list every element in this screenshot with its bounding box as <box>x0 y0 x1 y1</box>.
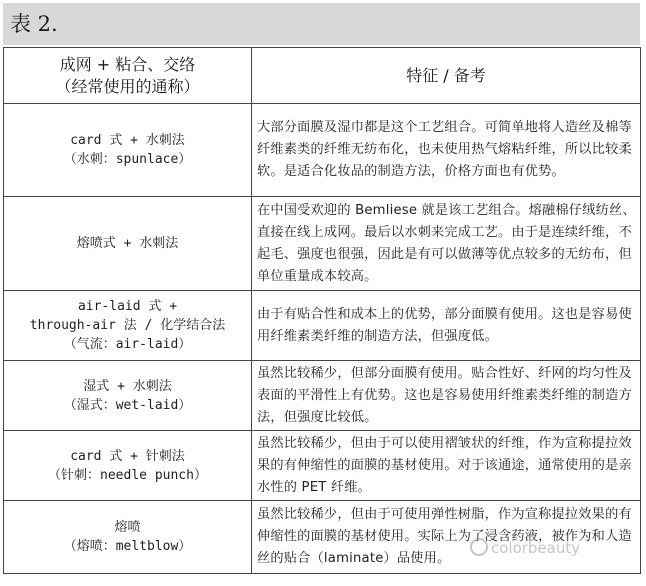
header-method-line2: （经常使用的通称） <box>55 76 200 96</box>
table-row <box>4 501 641 574</box>
table-row <box>4 291 641 361</box>
header-method-line1: 成网 + 粘合、交络 <box>59 54 196 74</box>
method-line: （针刺：needle punch） <box>48 467 207 483</box>
note-cell: 虽然比较稀少，但部分面膜有使用。贴合性好、纤网的均匀性及表面的平滑性上有优势。这也是容易使用纤维素类纤维的制造方法，但强度比较低。 <box>252 361 641 431</box>
note-cell: 虽然比较稀少，但由于可以使用褶皱状的纤维，作为宣称提拉效果的有伸缩性的面膜的基材使用。对于该通途，通常使用的是亲水性的 PET 纤维。 <box>252 431 641 501</box>
note-cell: 大部分面膜及湿巾都是这个工艺组合。可简单地将人造丝及棉等纤维素类的纤维无纺布化，也未使用热气熔粘纤维，所以比较柔软。是适合化妆品的制造方法，价格方面也有优势。 <box>252 104 641 197</box>
method-line: （熔喷：meltblow） <box>63 539 192 554</box>
table-caption: 表 2. <box>3 3 640 45</box>
note-cell: 在中国受欢迎的 Bemliese 就是该工艺组合。熔融棉仔绒纺丝、直接在线上成网。最后以水刺来完成工艺。由于是连续纤维，不起毛、强度也很强，因此是有可以做薄等优点较多的无纺布，但单位重量成本较高。 <box>252 197 641 291</box>
table-row <box>4 431 641 501</box>
method-line: 熔喷 <box>114 520 141 535</box>
table-row <box>4 104 641 197</box>
method-cell <box>4 197 252 291</box>
method-line: 湿式 + 水刺法 <box>83 378 172 394</box>
method-cell <box>4 291 252 361</box>
note-cell: 由于有贴合性和成本上的优势，部分面膜有使用。这也是容易使用纤维素类纤维的制造方法，但强度低。 <box>252 291 641 361</box>
method-line: card 式 + 针刺法 <box>70 448 185 464</box>
method-line: （水刺：spunlace） <box>63 152 192 167</box>
table-row <box>4 197 641 291</box>
method-line: through-air 法 / 化学结合法 <box>29 318 226 333</box>
method-line: air-laid 式 + <box>77 299 178 314</box>
method-line: （湿式：wet-laid） <box>63 397 192 413</box>
header-feature: 特征 / 备考 <box>252 48 641 104</box>
note-cell: 虽然比较稀少，但由于可使用弹性树脂，作为宣称提拉效果的有伸缩性的面膜的基材使用。实际上为了浸含药液，被作为和人造丝的贴合（laminate）品使用。 <box>252 501 641 574</box>
table-header-row <box>4 48 641 104</box>
method-cell <box>4 501 252 574</box>
header-method <box>4 48 252 104</box>
watermark-text: colorbeauty <box>491 539 581 557</box>
method-cell <box>4 104 252 197</box>
table-row <box>4 361 641 431</box>
method-line: card 式 + 水刺法 <box>70 133 185 148</box>
method-line: （气流：air-laid） <box>63 337 192 352</box>
nonwoven-process-table <box>3 47 641 574</box>
method-line: 熔喷式 + 水刺法 <box>76 236 179 251</box>
method-cell <box>4 361 252 431</box>
method-cell <box>4 431 252 501</box>
